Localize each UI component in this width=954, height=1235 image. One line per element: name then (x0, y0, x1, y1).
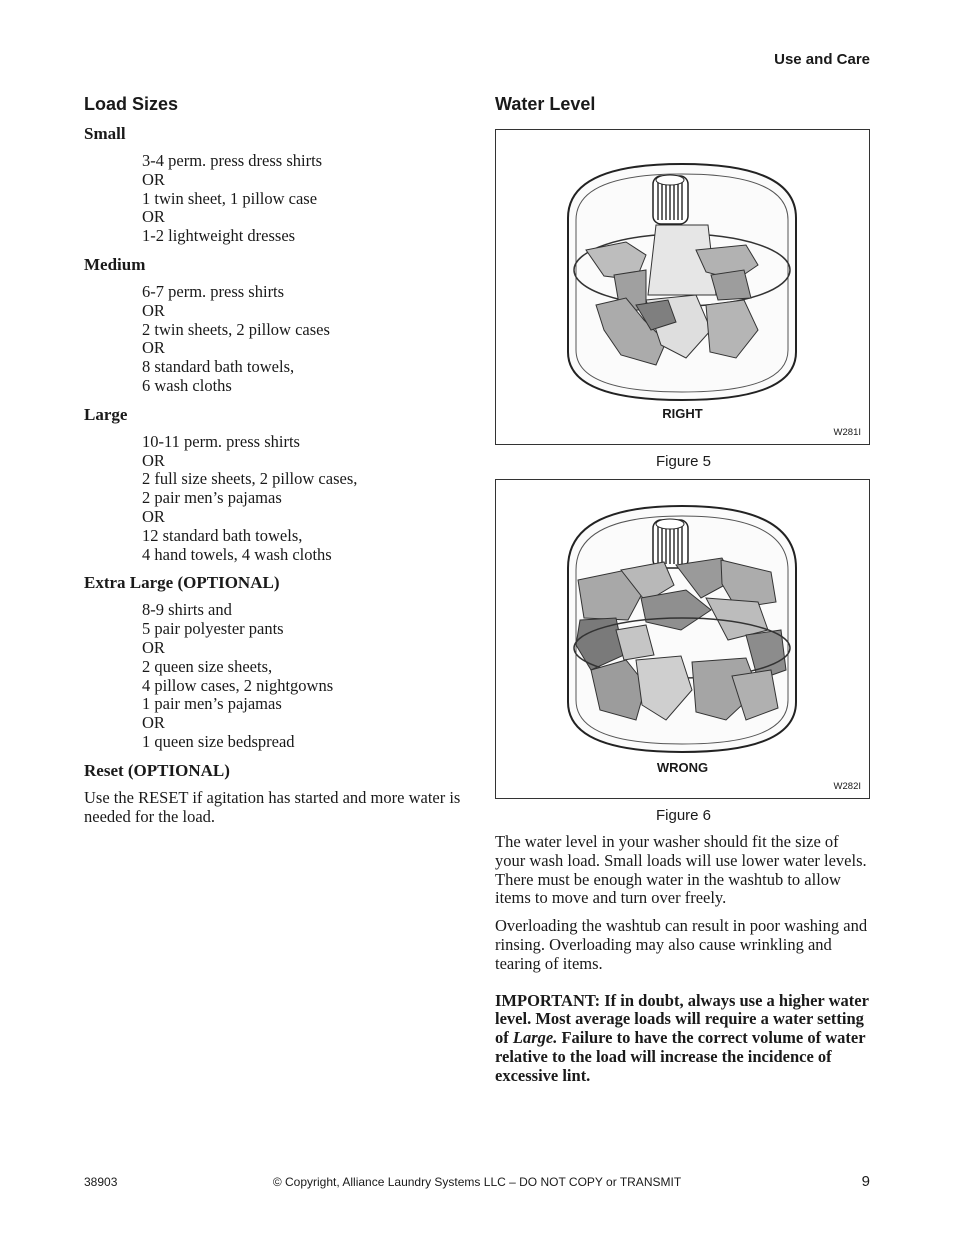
load-size-item: OR (142, 637, 165, 657)
washtub-right-illustration (496, 130, 869, 444)
water-level-paragraph-1: The water level in your washer should fit the size of your wash load. Small loads will use lower water levels. There must be enough water in the washtub to allow items to move and turn over freely. (495, 832, 867, 908)
figure-6-box (495, 479, 870, 799)
section-header: Use and Care (774, 51, 870, 68)
load-size-list (142, 433, 464, 565)
important-text-b: Failure to have the correct volume of water relative to the load will increase the incidence of excessive lint. (495, 1028, 866, 1085)
load-size-item: 12 standard bath towels, (142, 525, 303, 545)
load-size-heading: Medium (84, 254, 146, 274)
load-size-item: 1 twin sheet, 1 pillow case (142, 188, 318, 208)
page-number: 9 (861, 1173, 870, 1190)
load-size-list (142, 152, 464, 246)
water-level-column (495, 93, 872, 1086)
load-size-item: 8-9 shirts and (142, 600, 232, 620)
water-level-paragraph-2: Overloading the washtub can result in poor washing and rinsing. Overloading may also cause wrinkling and tearing of items. (495, 916, 868, 973)
load-size-list (142, 601, 464, 751)
figure-6-label: WRONG (656, 760, 709, 775)
load-size-item: 2 pair men’s pajamas (142, 488, 282, 508)
load-size-item: 3-4 perm. press dress shirts (142, 151, 323, 170)
figure-5-code: W281I (833, 427, 861, 438)
load-size-item: 2 full size sheets, 2 pillow cases, (142, 469, 358, 489)
load-size-list (142, 283, 464, 396)
load-sizes-column (84, 93, 464, 835)
reset-text: Use the RESET if agitation has started and more water is needed for the load. (84, 787, 461, 826)
figure-6-code: W282I (833, 781, 861, 792)
load-size-item: 4 pillow cases, 2 nightgowns (142, 675, 334, 695)
load-size-item: 10-11 perm. press shirts (142, 431, 300, 451)
load-size-item: OR (142, 338, 165, 358)
load-size-item: 1 pair men’s pajamas (142, 694, 282, 714)
load-size-item: OR (142, 169, 165, 189)
load-size-item: OR (142, 450, 165, 470)
load-size-groups (84, 124, 464, 752)
load-size-item: 6 wash cloths (142, 375, 232, 395)
figure-5-box (495, 129, 870, 445)
load-size-item: 5 pair polyester pants (142, 619, 284, 639)
important-note (495, 992, 872, 1086)
load-size-item: OR (142, 207, 165, 227)
load-size-heading: Small (84, 124, 126, 143)
copyright-notice: © Copyright, Alliance Laundry Systems LLC – DO NOT COPY or TRANSMIT (272, 1175, 682, 1189)
load-size-heading: Large (84, 404, 128, 424)
load-size-item: 2 twin sheets, 2 pillow cases (142, 319, 330, 339)
load-size-item: 1-2 lightweight dresses (142, 226, 296, 246)
figure-5-caption: Figure 5 (655, 453, 712, 470)
figure-5-label: RIGHT (662, 406, 703, 421)
load-size-item: 1 queen size bedspread (142, 731, 295, 751)
water-level-title: Water Level (495, 94, 596, 114)
load-size-item: 8 standard bath towels, (142, 357, 295, 377)
load-size-item: OR (142, 300, 165, 320)
load-sizes-title: Load Sizes (84, 94, 179, 114)
load-size-item: 6-7 perm. press shirts (142, 281, 285, 301)
document-number: 38903 (84, 1175, 118, 1189)
load-size-item: OR (142, 713, 165, 733)
reset-heading: Reset (OPTIONAL) (84, 760, 230, 780)
figure-6-caption: Figure 6 (655, 807, 712, 824)
load-size-item: 4 hand towels, 4 wash cloths (142, 544, 332, 564)
load-size-item: 2 queen size sheets, (142, 656, 273, 676)
load-size-item: OR (142, 506, 165, 526)
load-size-heading: Extra Large (OPTIONAL) (84, 573, 280, 593)
important-text-a: IMPORTANT: If in doubt, always use a higher water level. Most average loads will require a water setting of (495, 990, 869, 1048)
washtub-wrong-illustration (496, 480, 869, 798)
important-emphasis: Large. (512, 1028, 558, 1048)
